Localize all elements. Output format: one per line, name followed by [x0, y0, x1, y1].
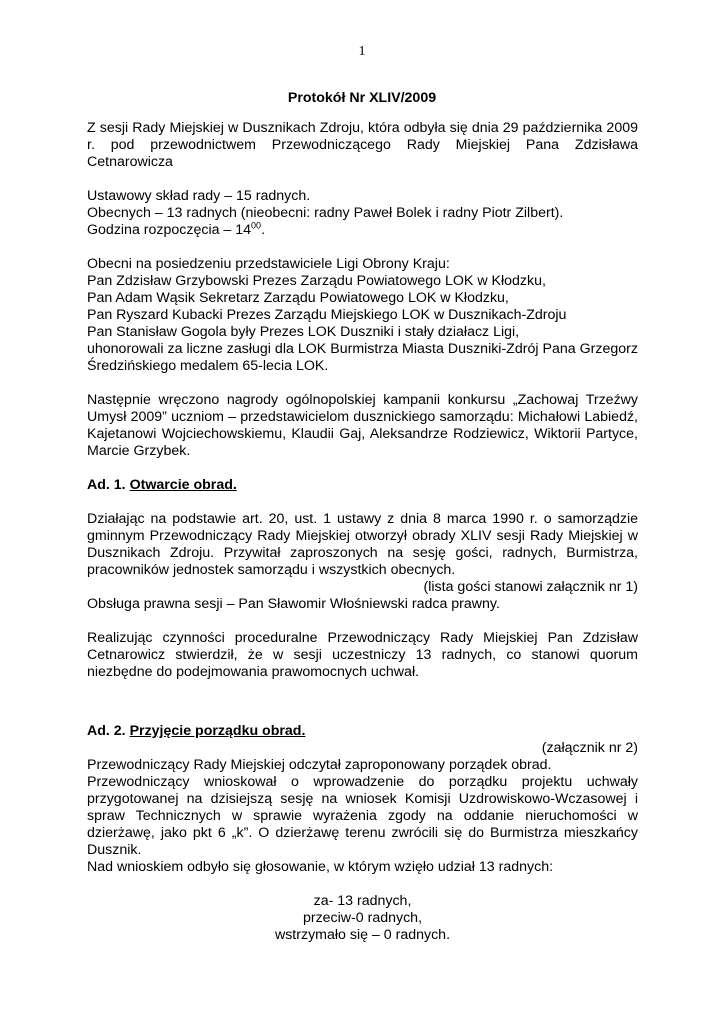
ad2-prefix: Ad. 2.	[87, 723, 126, 739]
ad2-title: Przyjęcie porządku obrad.	[129, 723, 306, 739]
awards-paragraph: Następnie wręczono nagrody ogólnopolskiej kampanii konkursu „Zachowaj Trzeźwy Umysł 2009” uczniom – przedstawicielom dusznickiego samorządu: Michałowi Labiedź, Kajetanowi Wojciechowskiemu, Klaudii Gaj, Aleksandrze Rodziewicz, Wiktorii Partyce, Marcie Grzybek.	[87, 392, 638, 459]
ad2-vote-intro: Nad wnioskiem odbyło się głosowanie, w którym wzięło udział 13 radnych:	[87, 859, 554, 875]
ad1-paragraph-2: Realizując czynności proceduralne Przewodniczący Rady Miejskiej Pan Zdzisław Cetnarowicz stwierdził, że w sesji uczestniczy 13 radnych, co stanowi quorum niezbędne do podejmowania prawomocnych uchwał.	[87, 630, 638, 680]
document-body	[87, 120, 638, 944]
ad1-paragraph-1: Działając na podstawie art. 20, ust. 1 ustawy z dnia 8 marca 1990 r. o samorządzie gminnym Przewodniczący Rady Miejskiej otworzył obrady XLIV sesji Rady Miejskiej w Dusznikach Zdroju. Przywitał zaproszonych na sesję gości, radnych, Burmistrza, pracowników jednostek samorządu i wszystkich obecnych.	[87, 511, 638, 578]
ad1-attachment-note: (lista gości stanowi załącznik nr 1)	[423, 579, 638, 595]
guest-item: Pan Zdzisław Grzybowski Prezes Zarządu Powiatowego LOK w Kłodzku,	[87, 273, 546, 289]
start-time-label: Godzina rozpoczęcia – 14	[87, 222, 252, 238]
guest-item: Pan Adam Wąsik Sekretarz Zarządu Powiatowego LOK w Kłodzku,	[87, 290, 509, 306]
honor-paragraph: uhonorowali za liczne zasługi dla LOK Burmistrza Miasta Duszniki-Zdrój Pana Grzegorz Średzińskiego medalem 65-lecia LOK.	[87, 341, 638, 374]
ad2-paragraph: Przewodniczący wnioskował o wprowadzenie do porządku projektu uchwały przygotowanej na dzisiejszą sesję na wniosek Komisji Uzdrowiskowo-Wczasowej i spraw Technicznych w sprawie wyrażenia zgody na oddanie nieruchomości w dzierżawę, jako pkt 6 „k”. O dzierżawę terenu zwrócili się do Burmistrza mieszkańcy Dusznik.	[87, 774, 638, 858]
page-number: 1	[358, 44, 366, 59]
guest-item: Pan Stanisław Gogola były Prezes LOK Duszniki i stały działacz Ligi,	[87, 324, 520, 340]
document-title: Protokół Nr XLIV/2009	[287, 90, 437, 106]
guests-intro: Obecni na posiedzeniu przedstawiciele Ligi Obrony Kraju:	[87, 256, 450, 272]
composition-line-1: Ustawowy skład rady – 15 radnych.	[87, 188, 311, 204]
ad1-title: Otwarcie obrad.	[129, 477, 237, 493]
vote-result: wstrzymało się – 0 radnych.	[274, 927, 451, 943]
composition-line-2: Obecnych – 13 radnych (nieobecni: radny Paweł Bolek i radny Piotr Zilbert).	[87, 205, 564, 221]
composition-line-3	[87, 222, 638, 239]
vote-result: przeciw-0 radnych,	[302, 910, 423, 926]
intro-paragraph: Z sesji Rady Miejskiej w Dusznikach Zdroju, która odbyła się dnia 29 października 2009 r. pod przewodnictwem Przewodniczącego Rady Miejskiej Pana Zdzisława Cetnarowicza	[87, 120, 638, 170]
ad1-legal-service: Obsługa prawna sesji – Pan Sławomir Włośniewski radca prawny.	[87, 596, 500, 612]
start-time-end: .	[261, 222, 266, 238]
ad1-heading	[87, 477, 638, 494]
ad1-prefix: Ad. 1.	[87, 477, 126, 493]
ad2-attachment-note: (załącznik nr 2)	[541, 740, 638, 756]
start-time-minutes: 00	[251, 220, 262, 231]
guest-item: Pan Ryszard Kubacki Prezes Zarządu Miejskiego LOK w Dusznikach-Zdroju	[87, 307, 567, 323]
vote-result: za- 13 radnych,	[313, 893, 412, 909]
ad2-line-1: Przewodniczący Rady Miejskiej odczytał zaproponowany porządek obrad.	[87, 757, 552, 773]
ad2-heading	[87, 723, 638, 740]
